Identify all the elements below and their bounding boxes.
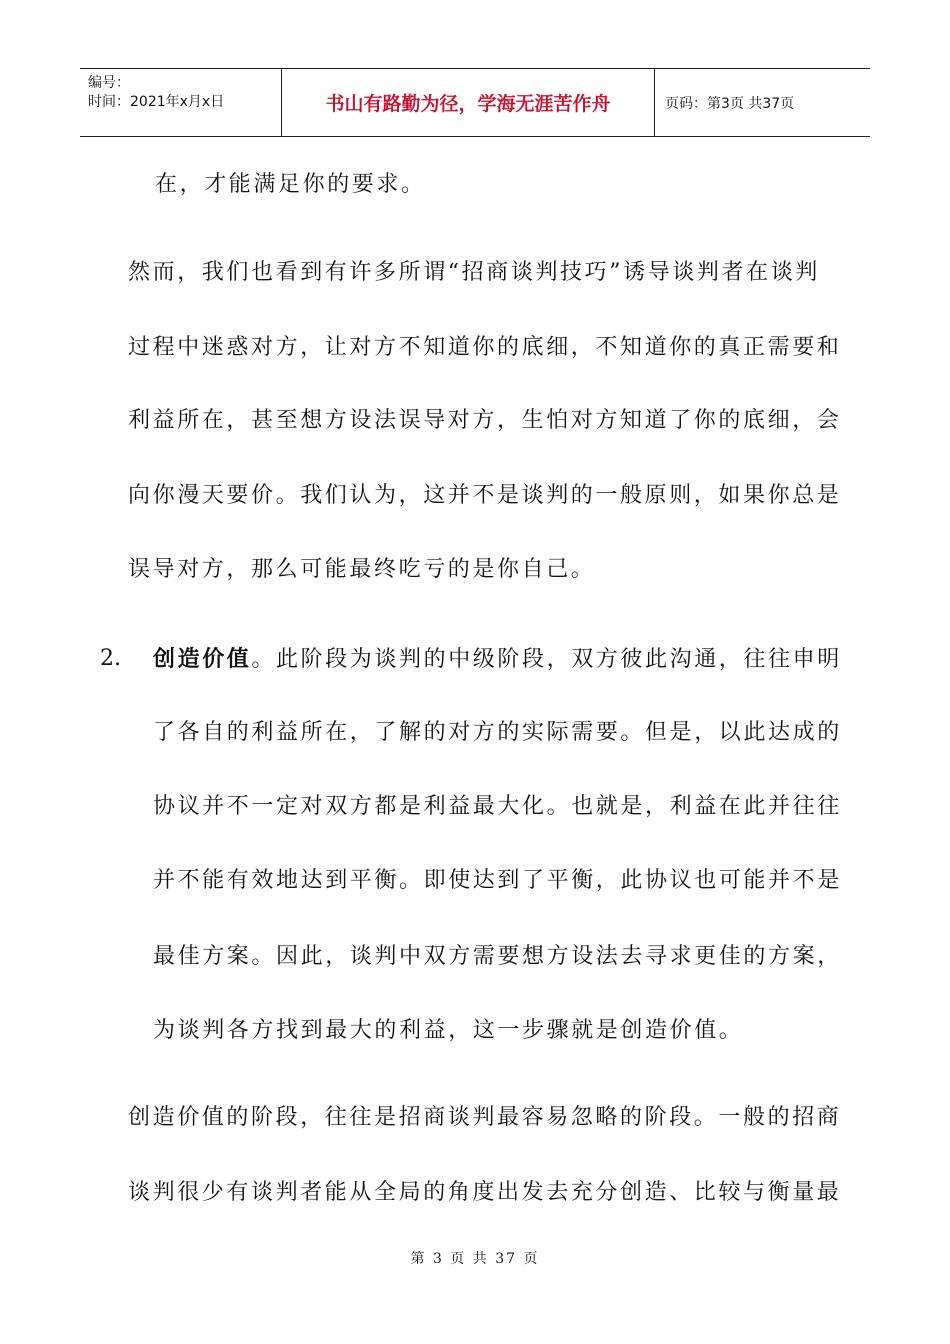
document-date-label: 时间：2021年x月x日 (88, 94, 225, 110)
body-line: 了各自的利益所在，了解的对方的实际需要。但是，以此达成的 (153, 720, 842, 745)
header-table (80, 68, 870, 137)
list-item-first-line (153, 644, 842, 675)
list-item-text: 。此阶段为谈判的中级阶段，双方彼此沟通，往往申明 (251, 647, 842, 672)
list-item-term: 创造价值 (153, 646, 252, 672)
body-line: 在，才能满足你的要求。 (155, 172, 426, 197)
body-line: 谈判很少有谈判者能从全局的角度出发去充分创造、比较与衡量最 (128, 1180, 842, 1205)
list-item-number: 2. (100, 646, 121, 671)
document-number-label: 编号： (88, 75, 130, 91)
body-line: 过程中迷惑对方，让对方不知道你的底细，不知道你的真正需要和 (128, 335, 842, 360)
page-footer: 第 3 页 共 37 页 (410, 1251, 540, 1267)
body-line: 利益所在，甚至想方设法误导对方，生怕对方知道了你的底细，会 (128, 408, 842, 433)
header-motto: 书山有路勤为径，学海无涯苦作舟 (282, 69, 655, 136)
body-line: 创造价值的阶段，往往是招商谈判最容易忽略的阶段。一般的招商 (128, 1105, 842, 1130)
body-line: 误导对方，那么可能最终吃亏的是你自己。 (128, 557, 596, 582)
body-line: 协议并不一定对双方都是利益最大化。也就是，利益在此并往往 (153, 794, 842, 819)
body-line: 最佳方案。因此，谈判中双方需要想方设法去寻求更佳的方案， (153, 944, 842, 969)
header-page-label: 页码：第3页 共37页 (665, 95, 795, 112)
body-line: 向你漫天要价。我们认为，这并不是谈判的一般原则，如果你总是 (128, 483, 842, 508)
header-info-cell (80, 69, 282, 136)
body-line: 为谈判各方找到最大的利益，这一步骤就是创造价值。 (153, 1018, 744, 1043)
body-line: 然而，我们也看到有许多所谓“招商谈判技巧”诱导谈判者在谈判 (128, 260, 820, 285)
body-line: 并不能有效地达到平衡。即使达到了平衡，此协议也可能并不是 (153, 868, 842, 893)
